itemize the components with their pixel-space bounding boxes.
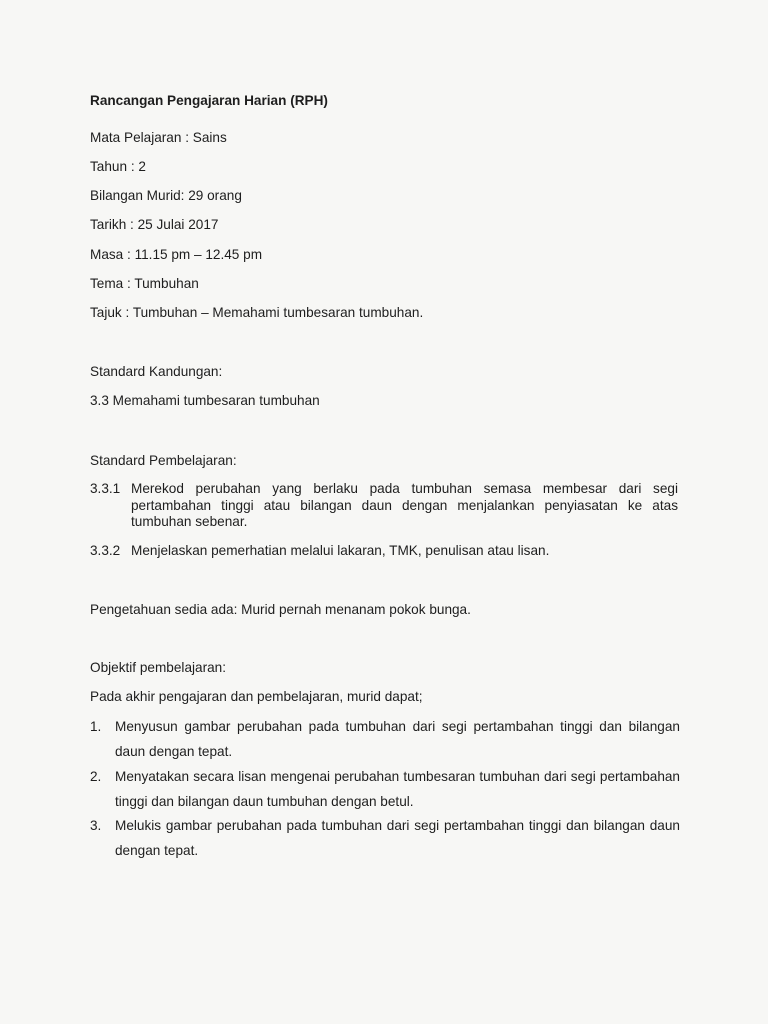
- objective-number: 3.: [90, 818, 102, 833]
- objective-item: [90, 764, 680, 814]
- learning-standard-code: 3.3.1: [90, 481, 121, 496]
- date-line: Tarikh : 25 Julai 2017: [90, 217, 219, 232]
- content-standard-text: 3.3 Memahami tumbesaran tumbuhan: [90, 393, 320, 408]
- topic-line: Tajuk : Tumbuhan – Memahami tumbesaran tumbuhan.: [90, 305, 424, 320]
- objective-number: 2.: [90, 769, 102, 784]
- subject-line: Mata Pelajaran : Sains: [90, 130, 227, 145]
- text-line: Melukis gambar perubahan pada tumbuhan dari segi pertambahan tinggi dan bilangan daun: [115, 818, 680, 833]
- learning-standard-text: [131, 481, 678, 531]
- year-line: Tahun : 2: [90, 159, 146, 174]
- content-standard-heading: Standard Kandungan:: [90, 364, 223, 379]
- text-line: tinggi dan bilangan daun tumbuhan dengan betul.: [115, 794, 414, 809]
- document-title: Rancangan Pengajaran Harian (RPH): [90, 93, 328, 108]
- objectives-heading: Objektif pembelajaran:: [90, 660, 227, 675]
- text-line: daun dengan tepat.: [115, 744, 233, 759]
- text-line: tumbuhan sebenar.: [131, 514, 248, 529]
- learning-standard-item: [90, 543, 680, 560]
- theme-line: Tema : Tumbuhan: [90, 276, 199, 291]
- student-count-line: Bilangan Murid: 29 orang: [90, 188, 242, 203]
- learning-standard-text: [131, 543, 678, 560]
- learning-standard-heading: Standard Pembelajaran:: [90, 453, 237, 468]
- objective-item: [90, 714, 680, 764]
- text-line: Merekod perubahan yang berlaku pada tumbuhan semasa membesar dari segi: [131, 481, 678, 496]
- prior-knowledge-line: Pengetahuan sedia ada: Murid pernah menanam pokok bunga.: [90, 602, 471, 617]
- time-line: Masa : 11.15 pm – 12.45 pm: [90, 247, 263, 262]
- text-line: Menjelaskan pemerhatian melalui lakaran, TMK, penulisan atau lisan.: [131, 543, 550, 558]
- objective-text: [115, 764, 680, 814]
- objective-text: [115, 813, 680, 863]
- objective-number: 1.: [90, 719, 102, 734]
- objective-item: [90, 813, 680, 863]
- text-line: pertambahan tinggi atau bilangan daun dengan menjalankan penyiasatan ke atas: [131, 497, 678, 513]
- objectives-intro: Pada akhir pengajaran dan pembelajaran, murid dapat;: [90, 689, 423, 704]
- text-line: dengan tepat.: [115, 843, 199, 858]
- learning-standard-item: [90, 481, 680, 531]
- objective-text: [115, 714, 680, 764]
- learning-standard-code: 3.3.2: [90, 543, 121, 558]
- text-line: Menyatakan secara lisan mengenai perubahan tumbesaran tumbuhan dari segi pertambahan: [115, 769, 680, 784]
- text-line: Menyusun gambar perubahan pada tumbuhan dari segi pertambahan tinggi dan bilangan: [115, 719, 680, 734]
